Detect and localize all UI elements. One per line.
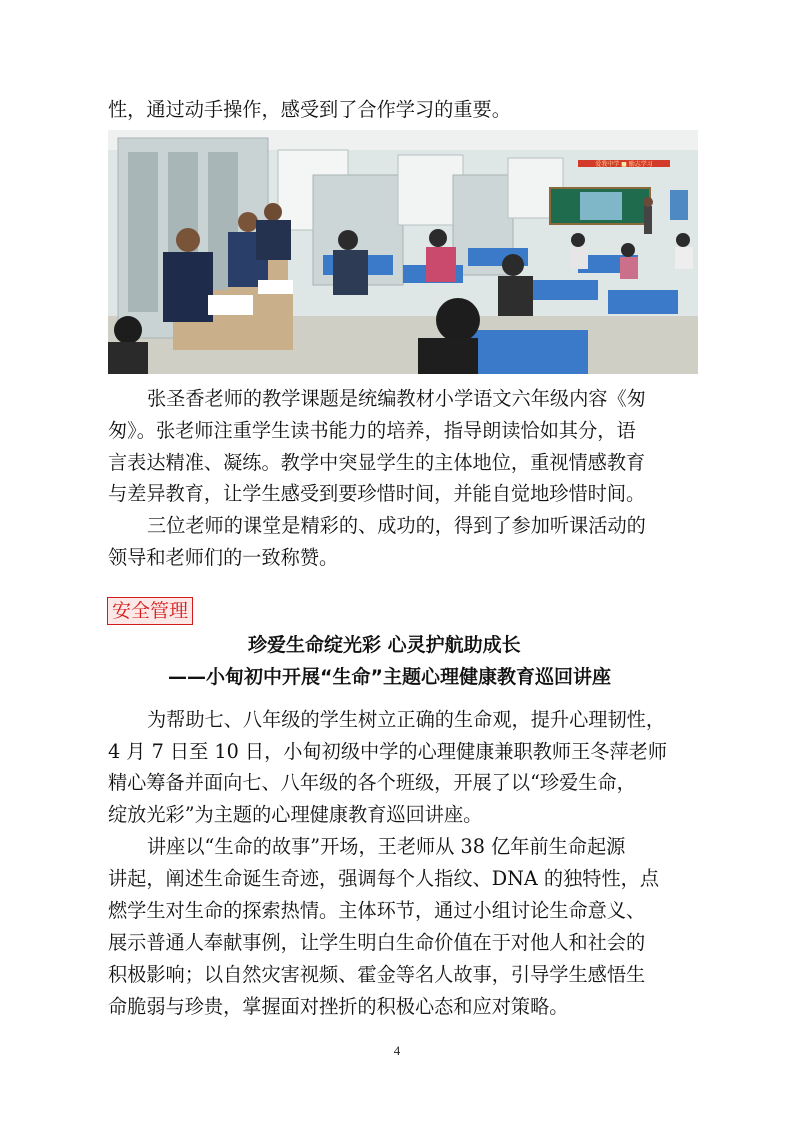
paragraph-3-line-3: 精心筹备并面向七、八年级的各个班级，开展了以“珍爱生命， [108,771,636,794]
intro-line: 性，通过动手操作，感受到了合作学习的重要。 [108,98,511,121]
paragraph-4-line-2: 讲起，阐述生命诞生奇迹，强调每个人指纹、DNA 的独特性，点 [108,867,660,890]
classroom-photo [108,130,698,374]
paragraph-4-line-1: 讲座以“生命的故事”开场，王老师从 38 亿年前生命起源 [147,835,626,858]
paragraph-3-line-4: 绽放光彩”为主题的心理健康教育巡回讲座。 [108,803,483,826]
paragraph-2-line-2: 领导和老师们的一致称赞。 [108,546,339,569]
paragraph-3-line-2: 4 月 7 日至 10 日，小甸初级中学的心理健康兼职教师王冬萍老师 [108,740,668,763]
classroom-illustration [108,130,698,374]
article-subtitle: ——小甸初中开展“生命”主题心理健康教育巡回讲座 [168,666,611,688]
paragraph-4-line-3: 燃学生对生命的探索热情。主体环节，通过小组讨论生命意义、 [108,899,646,922]
paragraph-1-line-3: 言表达精准、凝练。教学中突显学生的主体地位，重视情感教育 [108,451,646,474]
paragraph-2-line-1: 三位老师的课堂是精彩的、成功的，得到了参加听课活动的 [147,514,646,537]
board-banner-text: 爱我中学 ■ 励志学习 [595,161,653,168]
page-number: 4 [393,1043,401,1058]
section-tag: 安全管理 [107,597,193,625]
article-title: 珍爱生命绽光彩 心灵护航助成长 [248,634,521,656]
paragraph-3-line-1: 为帮助七、八年级的学生树立正确的生命观，提升心理韧性， [147,708,666,731]
paragraph-1-line-2: 匆》。张老师注重学生读书能力的培养，指导朗读恰如其分，语 [108,419,636,442]
paragraph-4-line-4: 展示普通人奉献事例，让学生明白生命价值在于对他人和社会的 [108,931,646,954]
paragraph-1-line-1: 张圣香老师的教学课题是统编教材小学语文六年级内容《匆 [147,387,646,410]
paragraph-4-line-6: 命脆弱与珍贵，掌握面对挫折的积极心态和应对策略。 [108,995,569,1018]
paragraph-1-line-4: 与差异教育，让学生感受到要珍惜时间，并能自觉地珍惜时间。 [108,482,646,505]
paragraph-4-line-5: 积极影响；以自然灾害视频、霍金等名人故事，引导学生感悟生 [108,963,646,986]
